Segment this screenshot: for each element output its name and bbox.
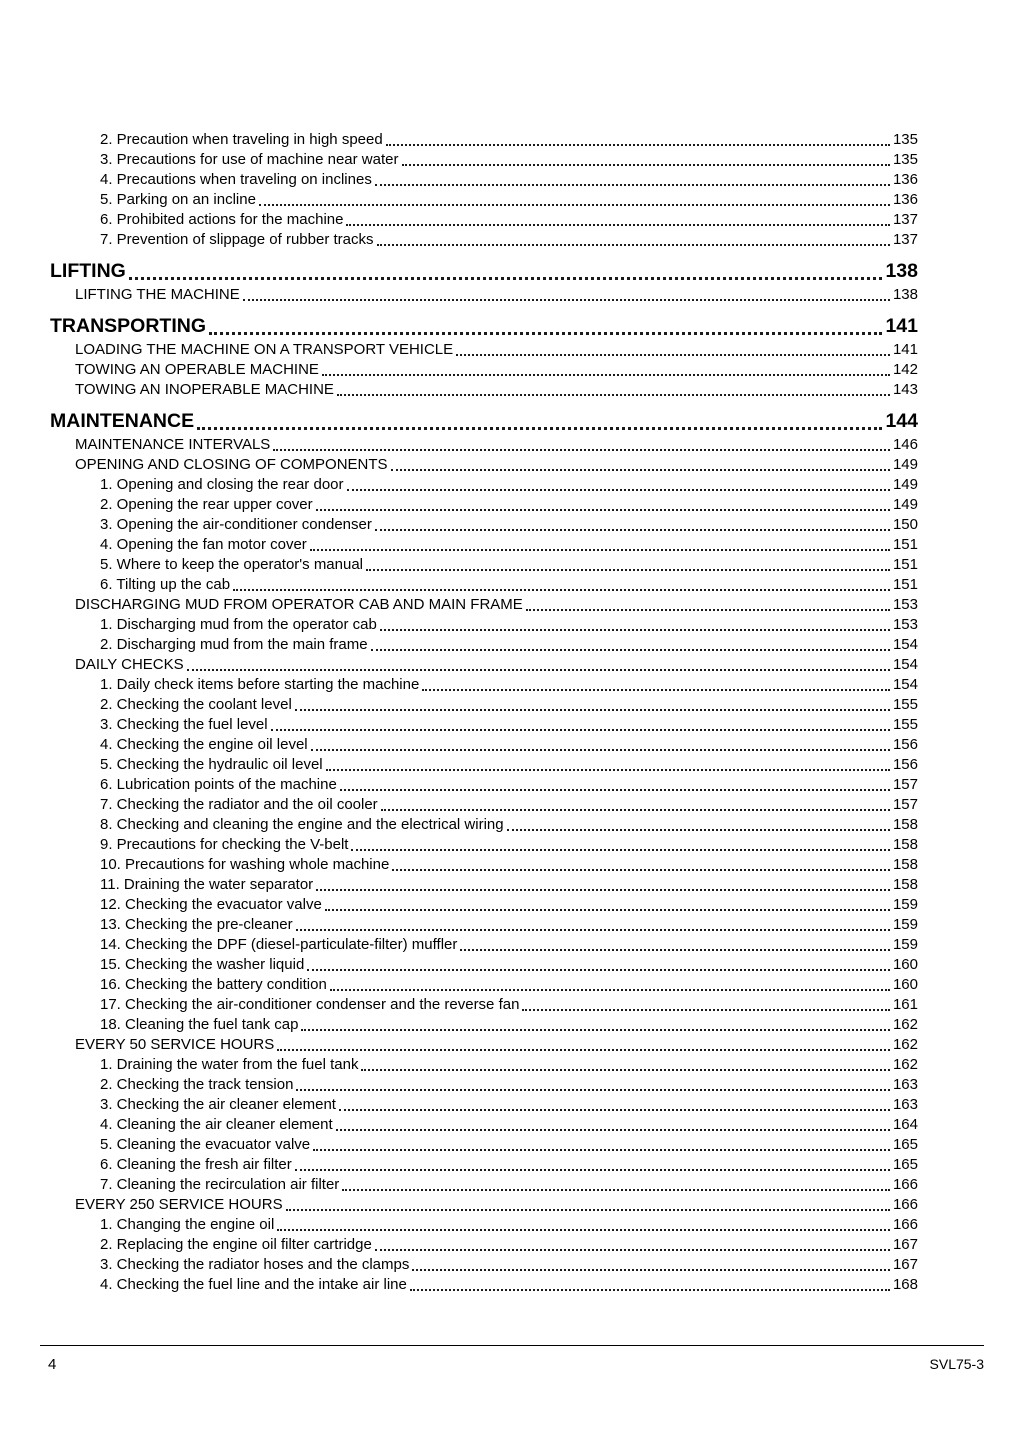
toc-entry-title: TRANSPORTING bbox=[50, 315, 206, 337]
toc-entry-page: 135 bbox=[892, 131, 918, 148]
toc-leader-dots bbox=[316, 509, 890, 511]
toc-entry bbox=[50, 535, 918, 555]
toc-entry bbox=[50, 935, 918, 955]
toc-entry bbox=[50, 1055, 918, 1075]
toc-entry bbox=[50, 995, 918, 1015]
toc-entry-title: 1. Daily check items before starting the machine bbox=[100, 676, 420, 693]
toc-entry-title: DISCHARGING MUD FROM OPERATOR CAB AND MAIN FRAME bbox=[75, 596, 523, 613]
toc-entry bbox=[50, 170, 918, 190]
toc-entry-title: EVERY 250 SERVICE HOURS bbox=[75, 1196, 283, 1213]
toc-entry bbox=[50, 735, 918, 755]
toc-leader-dots bbox=[460, 949, 890, 951]
toc-entry-title: 6. Lubrication points of the machine bbox=[100, 776, 337, 793]
toc-entry-page: 154 bbox=[892, 656, 918, 673]
toc-entry-title: 12. Checking the evacuator valve bbox=[100, 896, 322, 913]
toc-entry-title: 5. Checking the hydraulic oil level bbox=[100, 756, 323, 773]
toc-leader-dots bbox=[273, 449, 890, 451]
toc-entry bbox=[50, 795, 918, 815]
toc-entry-title: 7. Prevention of slippage of rubber tracks bbox=[100, 231, 374, 248]
toc-entry-title: EVERY 50 SERVICE HOURS bbox=[75, 1036, 275, 1053]
toc-leader-dots bbox=[316, 889, 890, 891]
toc-entry-page: 137 bbox=[892, 231, 918, 248]
toc-entry-title: 14. Checking the DPF (diesel-particulate-filter) muffler bbox=[100, 936, 458, 953]
toc-leader-dots bbox=[522, 1009, 890, 1011]
toc-entry bbox=[50, 150, 918, 170]
toc-entry-page: 138 bbox=[885, 260, 918, 282]
toc-leader-dots bbox=[336, 1129, 890, 1131]
toc-leader-dots bbox=[295, 1169, 890, 1171]
toc-entry-page: 166 bbox=[892, 1216, 918, 1233]
toc-entry-page: 141 bbox=[885, 315, 918, 337]
toc-entry bbox=[50, 340, 918, 360]
toc-entry-title: 4. Cleaning the air cleaner element bbox=[100, 1116, 333, 1133]
toc-entry bbox=[50, 495, 918, 515]
toc-entry bbox=[50, 1075, 918, 1095]
toc-leader-dots bbox=[129, 277, 883, 280]
toc-leader-dots bbox=[301, 1029, 889, 1031]
toc-entry-title: LIFTING bbox=[50, 260, 126, 282]
toc-entry-page: 141 bbox=[892, 341, 918, 358]
toc-entry bbox=[50, 595, 918, 615]
toc-entry-title: 3. Checking the fuel level bbox=[100, 716, 268, 733]
toc-leader-dots bbox=[381, 809, 890, 811]
toc-entry-page: 136 bbox=[892, 171, 918, 188]
toc-leader-dots bbox=[380, 629, 890, 631]
toc-entry bbox=[50, 230, 918, 250]
toc-entry-title: 1. Changing the engine oil bbox=[100, 1216, 275, 1233]
toc-entry-title: 4. Opening the fan motor cover bbox=[100, 536, 307, 553]
toc-entry bbox=[50, 190, 918, 210]
toc-entry-title: 5. Parking on an incline bbox=[100, 191, 256, 208]
toc-leader-dots bbox=[375, 184, 890, 186]
toc-entry-title: 13. Checking the pre-cleaner bbox=[100, 916, 293, 933]
toc-leader-dots bbox=[339, 1109, 890, 1111]
toc-entry-title: 10. Precautions for washing whole machine bbox=[100, 856, 390, 873]
toc-leader-dots bbox=[375, 1249, 890, 1251]
toc-leader-dots bbox=[277, 1049, 890, 1051]
toc-entry-page: 166 bbox=[892, 1196, 918, 1213]
toc-leader-dots bbox=[277, 1229, 890, 1231]
toc-entry-title: 6. Prohibited actions for the machine bbox=[100, 211, 344, 228]
toc-entry bbox=[50, 380, 918, 400]
toc-leader-dots bbox=[271, 729, 890, 731]
toc-entry bbox=[50, 695, 918, 715]
toc-entry bbox=[50, 895, 918, 915]
toc-entry-page: 158 bbox=[892, 856, 918, 873]
toc-entry-title: 4. Precautions when traveling on inclines bbox=[100, 171, 372, 188]
toc-leader-dots bbox=[296, 929, 890, 931]
toc-entry-page: 155 bbox=[892, 696, 918, 713]
toc-entry bbox=[50, 360, 918, 380]
toc-entry-title: 4. Checking the engine oil level bbox=[100, 736, 308, 753]
toc-entry-title: 1. Discharging mud from the operator cab bbox=[100, 616, 377, 633]
toc-entry-page: 135 bbox=[892, 151, 918, 168]
toc-entry-page: 146 bbox=[892, 436, 918, 453]
toc-leader-dots bbox=[386, 144, 890, 146]
toc-leader-dots bbox=[307, 969, 890, 971]
toc-leader-dots bbox=[412, 1269, 890, 1271]
toc-entry-page: 163 bbox=[892, 1076, 918, 1093]
toc-entry-page: 158 bbox=[892, 836, 918, 853]
toc-entry-page: 143 bbox=[892, 381, 918, 398]
page-footer bbox=[40, 1345, 984, 1373]
toc-entry bbox=[50, 1095, 918, 1115]
toc-leader-dots bbox=[259, 204, 890, 206]
footer-page-number: 4 bbox=[48, 1356, 57, 1373]
toc-leader-dots bbox=[187, 669, 890, 671]
toc-entry-title: TOWING AN OPERABLE MACHINE bbox=[75, 361, 319, 378]
toc-entry-page: 160 bbox=[892, 956, 918, 973]
toc-entry-title: 6. Tilting up the cab bbox=[100, 576, 231, 593]
toc-entry-title: 16. Checking the battery condition bbox=[100, 976, 327, 993]
toc-entry-page: 158 bbox=[892, 816, 918, 833]
toc-entry bbox=[50, 1155, 918, 1175]
toc-entry-page: 156 bbox=[892, 756, 918, 773]
toc-entry bbox=[50, 258, 918, 285]
toc-entry bbox=[50, 1115, 918, 1135]
footer-doc-code: SVL75-3 bbox=[929, 1356, 984, 1372]
toc-entry-title: 2. Discharging mud from the main frame bbox=[100, 636, 368, 653]
toc-entry bbox=[50, 1195, 918, 1215]
toc-leader-dots bbox=[322, 374, 890, 376]
toc-entry-title: 1. Opening and closing the rear door bbox=[100, 476, 344, 493]
toc-entry-page: 138 bbox=[892, 286, 918, 303]
toc-entry-page: 136 bbox=[892, 191, 918, 208]
toc-entry-title: 2. Checking the coolant level bbox=[100, 696, 292, 713]
toc-entry-page: 154 bbox=[892, 676, 918, 693]
toc-entry bbox=[50, 655, 918, 675]
toc-leader-dots bbox=[366, 569, 890, 571]
toc-entry-page: 154 bbox=[892, 636, 918, 653]
toc-entry-page: 156 bbox=[892, 736, 918, 753]
toc-leader-dots bbox=[410, 1289, 890, 1291]
toc-entry-title: 1. Draining the water from the fuel tank bbox=[100, 1056, 359, 1073]
toc-entry-title: DAILY CHECKS bbox=[75, 656, 184, 673]
toc-leader-dots bbox=[507, 829, 890, 831]
toc-entry bbox=[50, 1215, 918, 1235]
toc-entry-page: 153 bbox=[892, 596, 918, 613]
toc-entry-page: 167 bbox=[892, 1236, 918, 1253]
toc-entry bbox=[50, 755, 918, 775]
toc-entry-page: 164 bbox=[892, 1116, 918, 1133]
toc-entry bbox=[50, 675, 918, 695]
toc-entry-page: 151 bbox=[892, 536, 918, 553]
toc-entry-title: 18. Cleaning the fuel tank cap bbox=[100, 1016, 299, 1033]
toc-entry-title: 4. Checking the fuel line and the intake air line bbox=[100, 1276, 407, 1293]
toc-entry bbox=[50, 408, 918, 435]
toc-entry-page: 159 bbox=[892, 896, 918, 913]
toc-entry-title: 9. Precautions for checking the V-belt bbox=[100, 836, 349, 853]
toc-leader-dots bbox=[377, 244, 890, 246]
toc-entry-page: 165 bbox=[892, 1136, 918, 1153]
toc-leader-dots bbox=[375, 529, 890, 531]
toc-entry-title: MAINTENANCE bbox=[50, 410, 195, 432]
table-of-contents bbox=[50, 130, 918, 1295]
toc-entry-title: 8. Checking and cleaning the engine and the electrical wiring bbox=[100, 816, 504, 833]
toc-entry-page: 158 bbox=[892, 876, 918, 893]
toc-entry-page: 149 bbox=[892, 476, 918, 493]
toc-entry-page: 159 bbox=[892, 916, 918, 933]
toc-entry bbox=[50, 455, 918, 475]
toc-leader-dots bbox=[330, 989, 890, 991]
toc-leader-dots bbox=[326, 769, 890, 771]
toc-entry bbox=[50, 1235, 918, 1255]
toc-entry bbox=[50, 815, 918, 835]
toc-entry-title: 7. Cleaning the recirculation air filter bbox=[100, 1176, 340, 1193]
toc-entry bbox=[50, 555, 918, 575]
toc-leader-dots bbox=[392, 869, 890, 871]
toc-leader-dots bbox=[209, 332, 882, 335]
toc-entry bbox=[50, 130, 918, 150]
toc-entry bbox=[50, 285, 918, 305]
toc-entry-title: 3. Checking the air cleaner element bbox=[100, 1096, 336, 1113]
toc-entry-page: 151 bbox=[892, 576, 918, 593]
toc-entry-page: 137 bbox=[892, 211, 918, 228]
toc-entry bbox=[50, 435, 918, 455]
toc-leader-dots bbox=[296, 1089, 890, 1091]
toc-leader-dots bbox=[346, 224, 889, 226]
toc-leader-dots bbox=[325, 909, 890, 911]
toc-leader-dots bbox=[361, 1069, 890, 1071]
toc-entry bbox=[50, 1255, 918, 1275]
toc-entry-page: 162 bbox=[892, 1056, 918, 1073]
toc-entry bbox=[50, 1275, 918, 1295]
toc-leader-dots bbox=[313, 1149, 890, 1151]
toc-leader-dots bbox=[243, 299, 890, 301]
toc-leader-dots bbox=[340, 789, 890, 791]
toc-entry-title: TOWING AN INOPERABLE MACHINE bbox=[75, 381, 334, 398]
toc-leader-dots bbox=[351, 849, 889, 851]
toc-entry bbox=[50, 210, 918, 230]
toc-leader-dots bbox=[347, 489, 890, 491]
toc-entry-page: 167 bbox=[892, 1256, 918, 1273]
toc-entry-page: 166 bbox=[892, 1176, 918, 1193]
toc-leader-dots bbox=[526, 609, 890, 611]
toc-leader-dots bbox=[402, 164, 890, 166]
toc-entry-title: 2. Replacing the engine oil filter cartridge bbox=[100, 1236, 372, 1253]
toc-entry-page: 163 bbox=[892, 1096, 918, 1113]
toc-entry-page: 149 bbox=[892, 456, 918, 473]
toc-entry bbox=[50, 1175, 918, 1195]
toc-entry-title: 17. Checking the air-conditioner condenser and the reverse fan bbox=[100, 996, 520, 1013]
toc-entry-title: 6. Cleaning the fresh air filter bbox=[100, 1156, 292, 1173]
toc-entry-title: MAINTENANCE INTERVALS bbox=[75, 436, 271, 453]
toc-entry bbox=[50, 515, 918, 535]
toc-entry-page: 151 bbox=[892, 556, 918, 573]
toc-entry-title: 5. Where to keep the operator's manual bbox=[100, 556, 364, 573]
toc-entry-title: 7. Checking the radiator and the oil cooler bbox=[100, 796, 378, 813]
toc-entry-title: 11. Draining the water separator bbox=[100, 876, 314, 893]
toc-entry-page: 165 bbox=[892, 1156, 918, 1173]
toc-leader-dots bbox=[337, 394, 890, 396]
toc-entry-page: 162 bbox=[892, 1016, 918, 1033]
toc-entry bbox=[50, 955, 918, 975]
toc-entry-page: 144 bbox=[885, 410, 918, 432]
toc-entry-title: 3. Precautions for use of machine near water bbox=[100, 151, 399, 168]
toc-entry bbox=[50, 855, 918, 875]
toc-leader-dots bbox=[286, 1209, 890, 1211]
toc-entry bbox=[50, 1015, 918, 1035]
toc-entry bbox=[50, 875, 918, 895]
toc-entry bbox=[50, 313, 918, 340]
toc-entry bbox=[50, 635, 918, 655]
toc-entry-page: 150 bbox=[892, 516, 918, 533]
toc-entry bbox=[50, 615, 918, 635]
toc-entry bbox=[50, 475, 918, 495]
toc-entry-page: 157 bbox=[892, 796, 918, 813]
toc-entry bbox=[50, 975, 918, 995]
toc-entry bbox=[50, 715, 918, 735]
toc-entry-title: 2. Checking the track tension bbox=[100, 1076, 294, 1093]
toc-leader-dots bbox=[371, 649, 890, 651]
toc-entry bbox=[50, 915, 918, 935]
toc-entry bbox=[50, 775, 918, 795]
toc-leader-dots bbox=[233, 589, 890, 591]
toc-entry-title: LOADING THE MACHINE ON A TRANSPORT VEHICLE bbox=[75, 341, 454, 358]
toc-entry-title: 3. Checking the radiator hoses and the clamps bbox=[100, 1256, 410, 1273]
toc-leader-dots bbox=[310, 549, 890, 551]
toc-leader-dots bbox=[311, 749, 890, 751]
toc-leader-dots bbox=[422, 689, 890, 691]
toc-entry-page: 161 bbox=[892, 996, 918, 1013]
toc-entry-title: 2. Opening the rear upper cover bbox=[100, 496, 313, 513]
toc-leader-dots bbox=[391, 469, 890, 471]
toc-entry-page: 157 bbox=[892, 776, 918, 793]
toc-entry-title: LIFTING THE MACHINE bbox=[75, 286, 240, 303]
toc-entry-title: 2. Precaution when traveling in high speed bbox=[100, 131, 383, 148]
toc-entry-page: 159 bbox=[892, 936, 918, 953]
toc-leader-dots bbox=[456, 354, 890, 356]
toc-leader-dots bbox=[342, 1189, 890, 1191]
toc-entry bbox=[50, 1035, 918, 1055]
toc-entry-title: 15. Checking the washer liquid bbox=[100, 956, 305, 973]
toc-entry-page: 168 bbox=[892, 1276, 918, 1293]
toc-entry-title: OPENING AND CLOSING OF COMPONENTS bbox=[75, 456, 388, 473]
toc-leader-dots bbox=[295, 709, 890, 711]
toc-entry bbox=[50, 575, 918, 595]
toc-leader-dots bbox=[197, 427, 882, 430]
toc-entry-page: 149 bbox=[892, 496, 918, 513]
toc-entry-title: 3. Opening the air-conditioner condenser bbox=[100, 516, 372, 533]
toc-entry-title: 5. Cleaning the evacuator valve bbox=[100, 1136, 311, 1153]
toc-entry-page: 153 bbox=[892, 616, 918, 633]
toc-entry bbox=[50, 835, 918, 855]
toc-entry bbox=[50, 1135, 918, 1155]
toc-entry-page: 155 bbox=[892, 716, 918, 733]
toc-entry-page: 160 bbox=[892, 976, 918, 993]
toc-entry-page: 142 bbox=[892, 361, 918, 378]
toc-entry-page: 162 bbox=[892, 1036, 918, 1053]
